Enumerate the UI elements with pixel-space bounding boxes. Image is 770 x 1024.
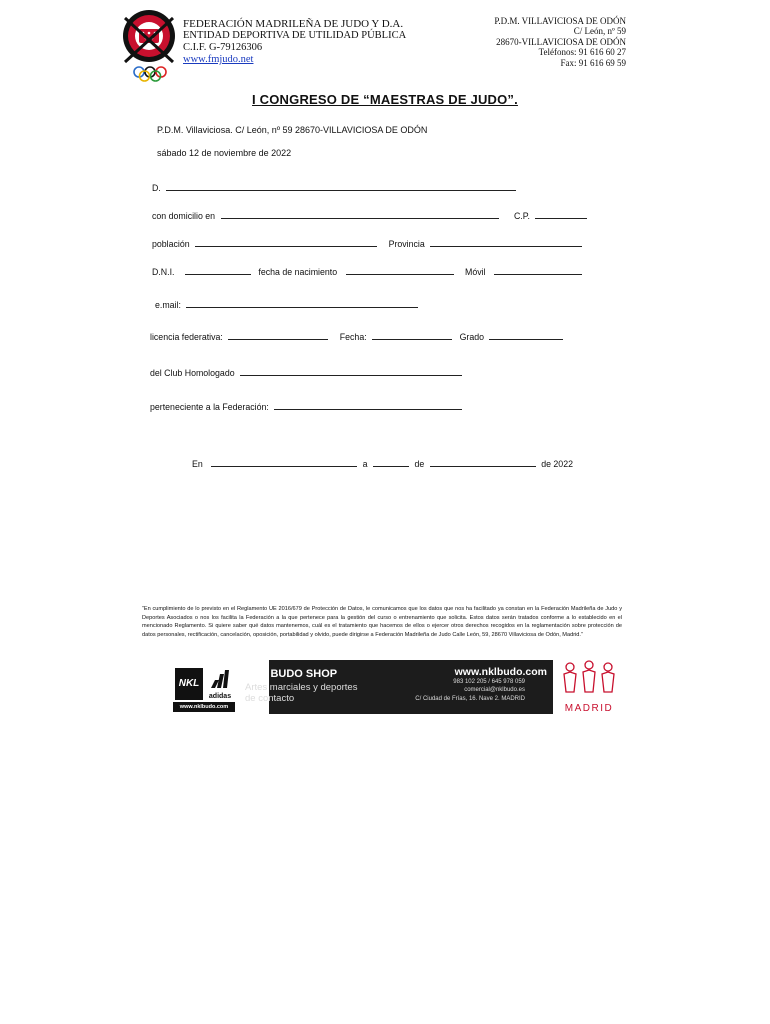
shop-tagline-2: de contacto (245, 693, 295, 704)
federation-website-link[interactable]: www.fmjudo.net (183, 54, 254, 65)
federation-row (150, 400, 465, 412)
license-date-label: Fecha: (339, 332, 367, 342)
federation-cif: C.I.F. G-79126306 (183, 42, 263, 53)
name-label: D. (152, 183, 161, 193)
event-date: sábado 12 de noviembre de 2022 (157, 148, 292, 158)
federation-logo (113, 6, 189, 82)
federation-subtitle: ENTIDAD DEPORTIVA DE UTILIDAD PÚBLICA (183, 30, 407, 41)
name-field[interactable] (166, 181, 516, 191)
document-title: I CONGRESO DE “MAESTRAS DE JUDO”. (252, 92, 518, 107)
shop-name: NKL BUDO SHOP (245, 668, 338, 680)
club-row (150, 366, 465, 378)
federation-header (183, 18, 406, 66)
place-label: En (192, 459, 203, 469)
address-line: C/ León, nº 59 (573, 26, 626, 37)
day-label: a (362, 459, 368, 469)
federation-address-block (494, 16, 626, 68)
sponsor-banner[interactable] (141, 660, 553, 714)
town-field[interactable] (195, 237, 377, 247)
shop-email: comercial@nklbudo.es (464, 687, 525, 693)
address-line: P.D.M. VILLAVICIOSA DE ODÓN (494, 16, 626, 26)
birthdate-label: fecha de nacimiento (258, 267, 338, 277)
year-label: de 2022 (541, 459, 573, 469)
address-row (152, 209, 590, 221)
license-label: licencia federativa: (150, 332, 223, 342)
shop-tagline-1: Artes marciales y deportes (245, 682, 358, 693)
town-label: población (152, 239, 190, 249)
nkl-logo: NKL (175, 668, 203, 700)
birthdate-field[interactable] (346, 265, 454, 275)
federation-label: perteneciente a la Federación: (150, 402, 269, 412)
address-label: con domicilio en (152, 211, 216, 221)
nkl-small-url: www.nklbudo.com (173, 702, 235, 712)
club-field[interactable] (240, 366, 462, 376)
dni-label: D.N.I. (152, 267, 175, 277)
mobile-field[interactable] (494, 265, 582, 275)
shop-address: C/ Ciudad de Frías, 16. Nave 2. MADRID (415, 696, 525, 702)
adidas-logo (205, 668, 235, 700)
grade-label: Grado (459, 332, 485, 342)
dni-row (152, 265, 585, 277)
madrid-logo (556, 660, 622, 732)
federation-field[interactable] (274, 400, 462, 410)
month-field[interactable] (430, 457, 536, 467)
province-field[interactable] (430, 237, 582, 247)
dni-field[interactable] (185, 265, 251, 275)
shop-phones: 983 102 205 / 645 978 059 (453, 679, 525, 685)
address-line: Teléfonos: 91 616 60 27 (538, 47, 626, 58)
cp-label: C.P. (513, 211, 530, 221)
province-label: Provincia (388, 239, 425, 249)
address-line: 28670-VILLAVICIOSA DE ODÓN (496, 36, 626, 47)
madrid-wordmark: MADRID (564, 703, 614, 714)
license-field[interactable] (228, 330, 328, 340)
shop-url[interactable]: www.nklbudo.com (454, 666, 547, 678)
email-field[interactable] (186, 298, 418, 308)
cp-field[interactable] (535, 209, 587, 219)
signature-row (192, 457, 573, 469)
address-line: Fax: 91 616 69 59 (560, 57, 626, 68)
license-row (150, 330, 566, 342)
venue-text: P.D.M. Villaviciosa. C/ León, nº 59 28670-VILLAVICIOSA DE ODÓN (157, 125, 428, 135)
address-field[interactable] (221, 209, 499, 219)
place-field[interactable] (211, 457, 357, 467)
day-field[interactable] (373, 457, 409, 467)
adidas-wordmark: adidas (208, 693, 232, 700)
email-row (155, 298, 421, 310)
town-row (152, 237, 585, 249)
name-row (152, 181, 519, 193)
federation-name: FEDERACIÓN MADRILEÑA DE JUDO Y D.A. (183, 18, 404, 30)
email-label: e.mail: (155, 300, 181, 310)
month-label: de (414, 459, 425, 469)
mobile-label: Móvil (465, 267, 486, 277)
license-date-field[interactable] (372, 330, 452, 340)
club-label: del Club Homologado (150, 368, 235, 378)
grade-field[interactable] (489, 330, 563, 340)
data-protection-notice: “En cumplimiento de lo previsto en el Reglamento UE 2016/679 de Protección de Datos, le comunicamos que los datos que nos ha facilitado ya constan en la Federación Madrileña de Judo y Deportes Asociados o nos los facilita la Federación a la que pertenece para la gestión del curso o entrenamiento que solicita. Estos datos serán tratados conforme a lo establecido en el mencionado Reglamento. Si quiere saber qué datos mantenemos, cuál es el tratamiento que hacemos de ellos o ejercer otros derechos recogidos en la reglamentación sobre protección de datos personales, rectificación, cancelación, oposición, portabilidad y olvido, puede dirigirse a Federación Madrileña de Judo Calle León, 59, 28670 Villaviciosa de Odón, Madrid.” (142, 606, 622, 639)
